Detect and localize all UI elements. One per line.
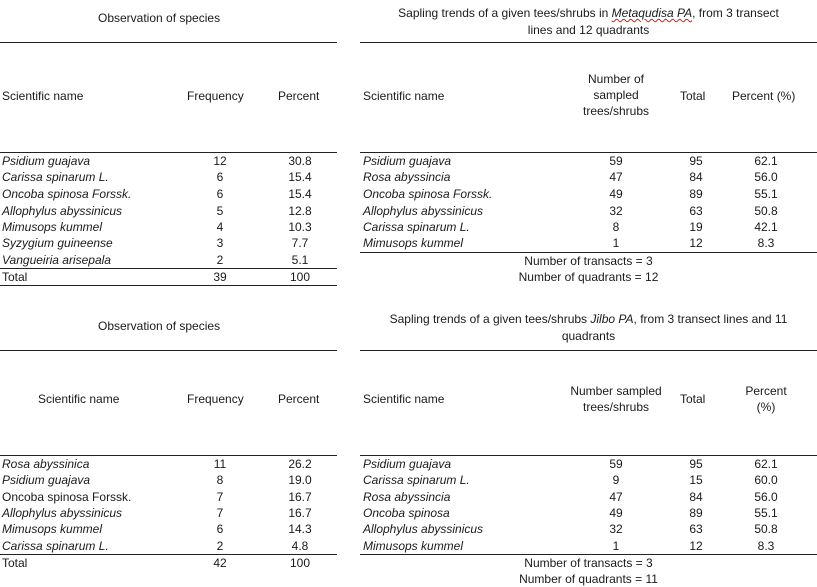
title-text-line2: lines and 12 quadrants <box>527 23 650 37</box>
percent-value: 8.3 <box>757 539 775 553</box>
table-row <box>360 203 817 219</box>
col-header-frequency: Frequency <box>187 392 244 406</box>
col-header-total: Total <box>680 89 706 103</box>
table-row <box>360 489 817 505</box>
sampled-value: 47 <box>609 170 623 184</box>
species-name: Syzygium guineense <box>2 236 113 250</box>
total-value: 84 <box>689 490 703 504</box>
total-percent: 100 <box>289 556 311 570</box>
species-name: Mimusops kummel <box>363 236 464 250</box>
table-row <box>0 472 337 488</box>
total-value: 63 <box>689 204 703 218</box>
percent-value: 14.3 <box>288 522 312 536</box>
species-name: Psidium guajava <box>363 154 452 168</box>
frequency-value: 2 <box>216 253 224 267</box>
col-header-percent: Percent <box>278 89 320 103</box>
table-row <box>360 538 817 554</box>
percent-value: 56.0 <box>754 170 778 184</box>
percent-value: 5.1 <box>291 253 309 267</box>
header-line: trees/shrubs <box>582 400 650 414</box>
frequency-value: 6 <box>216 187 224 201</box>
percent-value: 60.0 <box>754 473 778 487</box>
frequency-value: 4 <box>216 220 224 234</box>
frequency-value: 2 <box>216 539 224 553</box>
footer-quadrants: Number of quadrants = 11 <box>519 572 658 586</box>
table-row <box>0 538 337 554</box>
total-value: 19 <box>689 220 703 234</box>
sampled-value: 47 <box>609 490 623 504</box>
species-name: Allophylus abyssinicus <box>2 204 123 218</box>
percent-value: 56.0 <box>754 490 778 504</box>
species-name: Carissa spinarum L. <box>2 170 109 184</box>
species-name: Oncoba spinosa Forssk. <box>2 187 132 201</box>
species-name: Carissa spinarum L. <box>2 539 109 553</box>
col-header-number-sampled <box>556 383 676 415</box>
percent-value: 55.1 <box>754 187 778 201</box>
frequency-value: 6 <box>216 522 224 536</box>
total-value: 95 <box>689 457 703 471</box>
table-row <box>360 472 817 488</box>
percent-value: 4.8 <box>291 539 309 553</box>
frequency-value: 11 <box>213 457 227 471</box>
col-header-percent: Percent <box>278 392 320 406</box>
total-value: 12 <box>689 539 703 553</box>
total-value: 15 <box>689 473 703 487</box>
species-name: Allophylus abyssinicus <box>2 506 123 520</box>
frequency-value: 6 <box>216 170 224 184</box>
frequency-value: 3 <box>216 236 224 250</box>
title-text: Sapling trends of a given tees/shrubs <box>389 312 591 326</box>
title-text-line2: quadrants <box>561 329 616 343</box>
total-frequency: 42 <box>213 556 227 570</box>
percent-value: 8.3 <box>757 236 775 250</box>
table-row <box>0 219 337 235</box>
frequency-value: 12 <box>213 154 227 168</box>
species-name: Allophylus abyssinicus <box>363 522 484 536</box>
footer-transects: Number of transacts = 3 <box>524 556 653 570</box>
title-text: , from 3 transect lines and 11 <box>633 312 788 326</box>
percent-value: 50.8 <box>754 204 778 218</box>
table-row <box>360 456 817 472</box>
table-row <box>360 153 817 169</box>
percent-value: 16.7 <box>288 506 312 520</box>
total-value: 89 <box>689 187 703 201</box>
percent-value: 7.7 <box>291 236 309 250</box>
sampled-value: 49 <box>609 506 623 520</box>
table-row <box>360 169 817 185</box>
col-header-frequency: Frequency <box>187 89 244 103</box>
total-percent: 100 <box>289 270 311 284</box>
total-value: 63 <box>689 522 703 536</box>
col-header-percent: Percent (%) <box>732 89 796 103</box>
col-header-percent <box>736 383 796 415</box>
col-header-number-sampled <box>566 71 666 119</box>
table-row <box>0 235 337 251</box>
header-line: Number of <box>587 72 645 86</box>
sampled-value: 9 <box>612 473 620 487</box>
percent-value: 15.4 <box>288 170 312 184</box>
species-name: Mimusops kummel <box>2 522 103 536</box>
table-row <box>0 153 337 169</box>
species-name: Carissa spinarum L. <box>363 220 470 234</box>
total-row <box>0 269 337 285</box>
table-row <box>0 252 337 268</box>
title-text: Sapling trends of a given tees/shrubs in <box>398 6 612 20</box>
percent-value: 50.8 <box>754 522 778 536</box>
top-right-title <box>360 5 817 39</box>
sampled-value: 8 <box>612 220 620 234</box>
footer-quadrants: Number of quadrants = 12 <box>518 270 659 284</box>
divider <box>0 285 337 286</box>
percent-value: 12.8 <box>288 204 312 218</box>
percent-value: 15.4 <box>288 187 312 201</box>
total-label: Total <box>2 556 28 570</box>
percent-value: 62.1 <box>754 154 778 168</box>
species-name: Allophylus abyssinicus <box>363 204 484 218</box>
total-label: Total <box>2 270 28 284</box>
sampled-value: 1 <box>612 539 620 553</box>
col-header-scientific-name: Scientific name <box>363 89 445 103</box>
divider <box>0 42 337 43</box>
total-value: 12 <box>689 236 703 250</box>
table-row <box>0 169 337 185</box>
percent-value: 30.8 <box>288 154 312 168</box>
table-row <box>360 235 817 251</box>
sampled-value: 32 <box>609 204 623 218</box>
total-value: 95 <box>689 154 703 168</box>
percent-value: 19.0 <box>288 473 312 487</box>
species-name: Oncoba spinosa Forssk. <box>2 490 132 504</box>
percent-value: 55.1 <box>754 506 778 520</box>
table-row <box>360 521 817 537</box>
frequency-value: 8 <box>216 473 224 487</box>
footer-transects: Number of transacts = 3 <box>524 254 653 268</box>
frequency-value: 5 <box>216 204 224 218</box>
col-header-scientific-name: Scientific name <box>38 392 120 406</box>
species-name: Psidium guajava <box>2 154 91 168</box>
divider <box>360 42 817 43</box>
species-name: Oncoba spinosa <box>363 506 450 520</box>
divider <box>360 350 817 351</box>
header-line: Percent <box>745 384 787 398</box>
total-value: 84 <box>689 170 703 184</box>
header-line: trees/shrubs <box>582 104 650 118</box>
bottom-left-title: Observation of species <box>98 319 221 333</box>
table-row <box>0 489 337 505</box>
percent-value: 10.3 <box>288 220 312 234</box>
top-left-title: Observation of species <box>98 11 221 25</box>
title-location: Jilbo PA <box>590 312 634 326</box>
bottom-right-title <box>360 311 817 345</box>
species-name: Mimusops kummel <box>2 220 103 234</box>
sampled-value: 1 <box>612 236 620 250</box>
species-name: Mimusops kummel <box>363 539 464 553</box>
frequency-value: 7 <box>216 490 224 504</box>
species-name: Rosa abyssinica <box>2 457 90 471</box>
table-row <box>0 521 337 537</box>
header-line: (%) <box>756 400 776 414</box>
table-row <box>0 186 337 202</box>
col-header-scientific-name: Scientific name <box>2 89 84 103</box>
divider <box>0 350 337 351</box>
total-frequency: 39 <box>213 270 227 284</box>
col-header-scientific-name: Scientific name <box>363 392 445 406</box>
table-row <box>0 456 337 472</box>
col-header-total: Total <box>680 392 706 406</box>
table-row <box>360 219 817 235</box>
table-row <box>360 186 817 202</box>
table-row <box>0 505 337 521</box>
percent-value: 26.2 <box>288 457 312 471</box>
table-row <box>0 203 337 219</box>
species-name: Oncoba spinosa Forssk. <box>363 187 493 201</box>
table-row <box>360 505 817 521</box>
title-location: Metaqudisa PA <box>611 6 693 20</box>
total-row <box>0 555 337 571</box>
sampled-value: 49 <box>609 187 623 201</box>
frequency-value: 7 <box>216 506 224 520</box>
sampled-value: 32 <box>609 522 623 536</box>
sampled-value: 59 <box>609 154 623 168</box>
header-line: sampled <box>593 88 639 102</box>
species-name: Rosa abyssincia <box>363 490 451 504</box>
header-line: Number sampled <box>570 384 662 398</box>
species-name: Psidium guajava <box>2 473 91 487</box>
percent-value: 16.7 <box>288 490 312 504</box>
title-text: , from 3 transect <box>692 6 779 20</box>
species-name: Vangueiria arisepala <box>2 253 111 267</box>
species-name: Carissa spinarum L. <box>363 473 470 487</box>
species-name: Psidium guajava <box>363 457 452 471</box>
sampled-value: 59 <box>609 457 623 471</box>
percent-value: 62.1 <box>754 457 778 471</box>
species-name: Rosa abyssincia <box>363 170 451 184</box>
total-value: 89 <box>689 506 703 520</box>
percent-value: 42.1 <box>754 220 778 234</box>
